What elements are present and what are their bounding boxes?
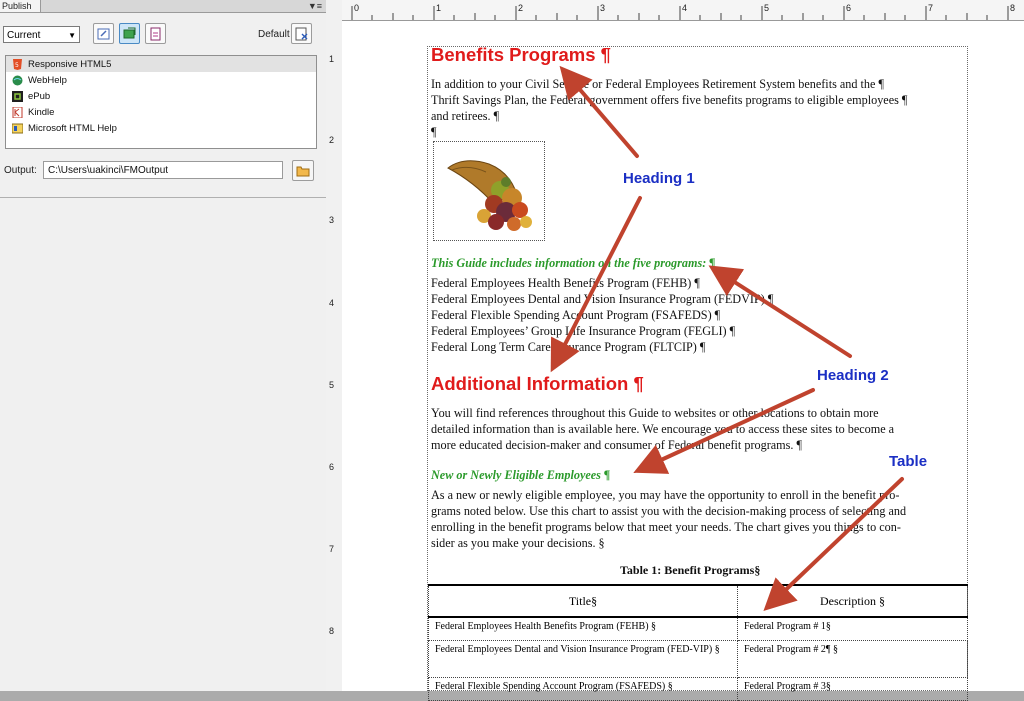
v-ruler-number: 3 [329, 215, 335, 225]
table-row [429, 617, 968, 641]
heading2-new-employees[interactable]: New or Newly Eligible Employees ¶ [431, 468, 611, 482]
kindle-icon [12, 107, 23, 118]
format-label: Responsive HTML5 [28, 58, 112, 70]
output-format-list [5, 55, 317, 149]
format-item-webhelp[interactable] [6, 72, 316, 88]
folder-icon [293, 161, 313, 180]
h-ruler-number: 7 [928, 3, 934, 13]
callout-heading-1: Heading 1 [623, 170, 695, 187]
panel-tab-bar [0, 0, 326, 13]
default-settings-icon [295, 27, 309, 41]
table-header-row [429, 585, 968, 617]
new-employees-line[interactable]: As a new or newly eligible employee, you may have the opportunity to enroll in the benefit pro- [431, 488, 900, 502]
settings-file-icon [149, 27, 163, 41]
additional-line[interactable]: detailed information than is available here. We encourage you to access these sites to become a [431, 422, 895, 436]
heading2-guide-programs[interactable]: This Guide includes information on the five programs: ¶ [431, 256, 716, 270]
publish-panel [0, 0, 327, 691]
table-cell[interactable]: Federal Employees Dental and Vision Insurance Program (FED-VIP) § [429, 641, 738, 678]
v-ruler-number: 7 [329, 544, 335, 554]
benefit-programs-table[interactable] [428, 584, 968, 701]
format-item-microsoft-html-help[interactable] [6, 120, 316, 136]
program-line[interactable]: Federal Flexible Spending Account Program (FSAFEDS) ¶ [431, 308, 721, 322]
browse-folder-button[interactable] [292, 160, 314, 181]
h-ruler-number: 6 [846, 3, 852, 13]
table-cell[interactable]: Federal Flexible Spending Account Program (FSAFEDS) § [429, 678, 738, 701]
heading1-benefits-programs[interactable]: Benefits Programs ¶ [431, 44, 611, 65]
table-cell[interactable]: Federal Program # 2¶ § [738, 641, 968, 678]
new-employees-line[interactable]: grams noted below. Use this chart to assist you with the decision-making process of selecting and [431, 504, 907, 518]
callout-table: Table [889, 453, 928, 470]
callout-heading-2: Heading 2 [817, 367, 889, 384]
additional-line[interactable]: You will find references throughout this Guide to websites or other locations to obtain more [431, 406, 879, 420]
additional-line[interactable]: more educated decision-maker and consumer of Federal benefit programs. ¶ [431, 438, 803, 452]
svg-text:5: 5 [15, 61, 19, 69]
intro-line[interactable]: In addition to your Civil Service or Federal Employees Retirement System benefits and the ¶ [431, 77, 884, 91]
format-label: Kindle [28, 106, 55, 118]
globe-icon [12, 75, 23, 86]
format-item-responsive-html5[interactable] [6, 56, 316, 72]
cornucopia-image-frame[interactable] [433, 141, 545, 241]
output-label: Output: [4, 165, 37, 176]
panel-menu-icon[interactable]: ▼≡ [307, 1, 322, 11]
intro-line[interactable]: Thrift Savings Plan, the Federal government offers five benefits programs to eligible employees ¶ [431, 93, 908, 107]
format-label: Microsoft HTML Help [28, 122, 117, 134]
new-employees-line[interactable]: enrolling in the benefit programs below that meet your needs. The chart gives you things to con- [431, 520, 901, 534]
cornucopia-image [434, 142, 544, 240]
settings-select-value: Current [7, 30, 41, 41]
output-path-field[interactable]: C:\Users\uakinci\FMOutput [43, 161, 283, 179]
h-ruler-number: 2 [518, 3, 524, 13]
epub-icon [12, 91, 23, 102]
program-line[interactable]: Federal Long Term Care Insurance Program (FLTCIP) ¶ [431, 340, 706, 354]
v-ruler-number: 8 [329, 626, 335, 636]
generate-icon [123, 27, 137, 41]
table-cell[interactable]: Federal Employees Health Benefits Program (FEHB) § [429, 617, 738, 641]
h-ruler-number: 4 [682, 3, 688, 13]
empty-paragraph[interactable]: ¶ [431, 125, 437, 139]
v-ruler-number: 5 [329, 380, 335, 390]
format-label: ePub [28, 90, 51, 102]
table-header-title[interactable]: Title§ [429, 585, 738, 617]
panel-divider [0, 197, 326, 198]
h-ruler-number: 8 [1010, 3, 1016, 13]
vertical-ruler [326, 0, 343, 691]
publish-settings-button[interactable] [145, 23, 166, 44]
table-caption[interactable]: Table 1: Benefit Programs§ [620, 563, 761, 577]
h-ruler-number: 0 [354, 3, 360, 13]
table-cell[interactable]: Federal Program # 3§ [738, 678, 968, 701]
v-ruler-number: 4 [329, 298, 335, 308]
h-ruler-number: 1 [436, 3, 442, 13]
table-header-description[interactable]: Description § [738, 585, 968, 617]
format-item-epub[interactable] [6, 88, 316, 104]
new-employees-line[interactable]: sider as you make your decisions. § [431, 536, 605, 550]
edit-settings-button[interactable] [93, 23, 114, 44]
edit-settings-icon [97, 27, 111, 41]
program-line[interactable]: Federal Employees Dental and Vision Insurance Program (FEDVIP) ¶ [431, 292, 774, 306]
intro-line[interactable]: and retirees. ¶ [431, 109, 500, 123]
format-item-kindle[interactable] [6, 104, 316, 120]
publish-toolbar [0, 22, 326, 48]
table-row [429, 678, 968, 701]
publish-tab[interactable]: Publish [0, 0, 41, 12]
settings-select[interactable] [3, 26, 80, 43]
heading1-additional-information[interactable]: Additional Information ¶ [431, 373, 644, 394]
program-line[interactable]: Federal Employees Health Benefits Program (FEHB) ¶ [431, 276, 700, 290]
h-ruler-number: 5 [764, 3, 770, 13]
v-ruler-number: 1 [329, 54, 335, 64]
generate-button[interactable] [119, 23, 140, 44]
table-row [429, 641, 968, 678]
html5-icon [12, 59, 23, 70]
default-settings-button[interactable] [291, 23, 312, 44]
chm-icon [12, 123, 23, 134]
table-cell[interactable]: Federal Program # 1§ [738, 617, 968, 641]
h-ruler-number: 3 [600, 3, 606, 13]
default-label: Default [258, 29, 290, 40]
chevron-down-icon: ▼ [68, 31, 76, 40]
format-label: WebHelp [28, 74, 67, 86]
v-ruler-number: 2 [329, 135, 335, 145]
v-ruler-number: 6 [329, 462, 335, 472]
output-row [0, 160, 326, 182]
program-line[interactable]: Federal Employees’ Group Life Insurance Program (FEGLI) ¶ [431, 324, 736, 338]
